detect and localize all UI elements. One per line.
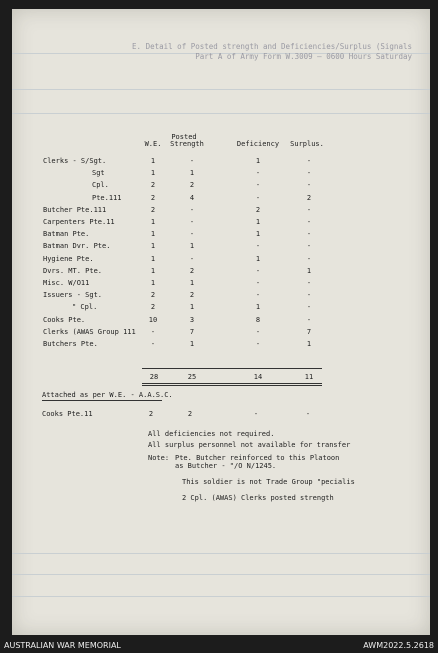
note-label: Note: — [148, 454, 170, 462]
row-label: Batman Dvr. Pte. — [43, 242, 111, 251]
cell-deficiency: 1 — [255, 218, 261, 226]
cell-deficiency: - — [255, 266, 261, 275]
cell-deficiency: 1 — [255, 157, 261, 165]
cell-posted: 4 — [189, 193, 195, 202]
cell-deficiency: - — [255, 181, 261, 190]
cell-posted: 7 — [189, 327, 195, 336]
cell-deficiency: 1 — [255, 303, 261, 312]
note-line: All deficiencies not required. — [148, 430, 275, 438]
cell-surplus: - — [306, 157, 312, 165]
cell-posted: - — [189, 218, 195, 226]
total-surplus: 11 — [304, 373, 314, 381]
cell-surplus: - — [306, 169, 312, 178]
row-label: Pte.111 — [92, 193, 122, 202]
header-strength: Strength — [170, 140, 204, 148]
row-label: Misc. W/O11 — [43, 279, 90, 287]
note-line: All surplus personnel not available for transfer — [148, 441, 351, 449]
total-we: 28 — [149, 373, 159, 381]
cell-surplus: 7 — [306, 327, 312, 336]
cell-posted: 1 — [189, 340, 195, 348]
row-label: Cooks Pte. — [43, 315, 86, 324]
row-label: Clerks (AWAS Group 111 — [43, 327, 136, 336]
form-rule — [12, 89, 430, 90]
totals-rule — [142, 368, 322, 369]
attached-surplus: - — [305, 410, 311, 418]
cell-posted: 2 — [189, 291, 195, 300]
cell-we: - — [150, 340, 156, 348]
cell-posted: - — [189, 157, 195, 165]
form-rule — [12, 553, 430, 554]
row-label: Issuers - Sgt. — [43, 291, 103, 300]
cell-deficiency: - — [255, 327, 261, 336]
row-label: Butcher Pte.111 — [43, 205, 107, 214]
note-line: as Butcher - "/O N/1245. — [175, 462, 277, 470]
row-label: Cpl. — [92, 181, 109, 190]
cell-deficiency: 1 — [255, 230, 261, 239]
form-rule — [12, 596, 430, 597]
note-line: This soldier is not Trade Group "pecialis — [182, 478, 355, 486]
cell-posted: - — [189, 230, 195, 239]
cell-we: 1 — [150, 266, 156, 275]
heading-line-2: Part A of Army Form W.3009 — 0600 Hours Saturday — [195, 52, 412, 61]
row-label: Butchers Pte. — [43, 340, 98, 348]
cell-surplus: - — [306, 181, 312, 190]
cell-posted: 1 — [189, 242, 195, 251]
cell-posted: 1 — [189, 303, 195, 312]
cell-surplus: - — [306, 230, 312, 239]
cell-deficiency: - — [255, 291, 261, 300]
attached-title: Attached as per W.E. - A.A.S.C. — [42, 391, 173, 399]
cell-deficiency: 8 — [255, 315, 261, 324]
cell-we: 2 — [150, 193, 156, 202]
cell-posted: - — [189, 254, 195, 263]
attached-we: 2 — [148, 410, 154, 418]
form-rule — [12, 113, 430, 114]
form-rule — [12, 574, 430, 575]
total-deficiency: 14 — [253, 373, 263, 381]
header-we: W.E. — [144, 140, 162, 148]
cell-posted: - — [189, 205, 195, 214]
header-surplus: Surplus. — [290, 140, 324, 148]
header-deficiency: Deficiency — [236, 140, 280, 148]
cell-surplus: - — [306, 205, 312, 214]
cell-surplus: 1 — [306, 266, 312, 275]
cell-surplus: - — [306, 242, 312, 251]
heading-line-1: E. Detail of Posted strength and Deficiencies/Surplus (Signals — [132, 42, 412, 51]
cell-we: 2 — [150, 291, 156, 300]
attached-label: Cooks Pte.11 — [42, 410, 93, 418]
cell-surplus: 2 — [306, 193, 312, 202]
row-label: " Cpl. — [72, 303, 98, 312]
faded-form-heading — [52, 42, 412, 62]
cell-posted: 2 — [189, 181, 195, 190]
cell-we: 1 — [150, 242, 156, 251]
note-line: Pte. Butcher reinforced to this Platoon — [175, 454, 340, 462]
cell-surplus: - — [306, 291, 312, 300]
cell-we: 1 — [150, 157, 156, 165]
row-label: Batman Pte. — [43, 230, 90, 239]
header-posted: Posted — [171, 133, 197, 141]
cell-posted: 3 — [189, 315, 195, 324]
document-page — [12, 9, 430, 635]
row-label: Dvrs. MT. Pte. — [43, 266, 103, 275]
attached-deficiency: - — [253, 410, 259, 418]
cell-we: 1 — [150, 230, 156, 239]
totals-double-rule — [142, 385, 322, 386]
totals-double-rule — [142, 383, 322, 384]
cell-surplus: - — [306, 303, 312, 312]
archive-name: AUSTRALIAN WAR MEMORIAL — [4, 641, 121, 650]
cell-deficiency: - — [255, 279, 261, 287]
cell-surplus: - — [306, 279, 312, 287]
cell-we: 2 — [150, 181, 156, 190]
cell-we: 10 — [148, 315, 158, 324]
cell-surplus: - — [306, 315, 312, 324]
cell-we: 2 — [150, 303, 156, 312]
cell-deficiency: 1 — [255, 254, 261, 263]
cell-deficiency: 2 — [255, 205, 261, 214]
cell-posted: 1 — [189, 169, 195, 178]
total-posted: 25 — [187, 373, 197, 381]
cell-deficiency: - — [255, 193, 261, 202]
archive-footer — [0, 638, 438, 653]
cell-we: 2 — [150, 205, 156, 214]
cell-we: 1 — [150, 279, 156, 287]
cell-surplus: - — [306, 254, 312, 263]
cell-we: 1 — [150, 218, 156, 226]
note-line: 2 Cpl. (AWAS) Clerks posted strength — [182, 494, 334, 502]
row-label: Sgt — [92, 169, 105, 178]
cell-we: 1 — [150, 254, 156, 263]
attached-underline — [42, 400, 162, 401]
cell-we: 1 — [150, 169, 156, 178]
cell-deficiency: - — [255, 242, 261, 251]
cell-deficiency: - — [255, 340, 261, 348]
attached-posted: 2 — [187, 410, 193, 418]
cell-posted: 1 — [189, 279, 195, 287]
cell-we: - — [150, 327, 156, 336]
row-label: Hygiene Pte. — [43, 254, 94, 263]
cell-surplus: 1 — [306, 340, 312, 348]
row-label: Clerks - S/Sgt. — [43, 157, 107, 165]
row-label: Carpenters Pte.11 — [43, 218, 115, 226]
cell-posted: 2 — [189, 266, 195, 275]
cell-deficiency: - — [255, 169, 261, 178]
cell-surplus: - — [306, 218, 312, 226]
archive-reference: AWM2022.5.2618 — [363, 641, 434, 650]
